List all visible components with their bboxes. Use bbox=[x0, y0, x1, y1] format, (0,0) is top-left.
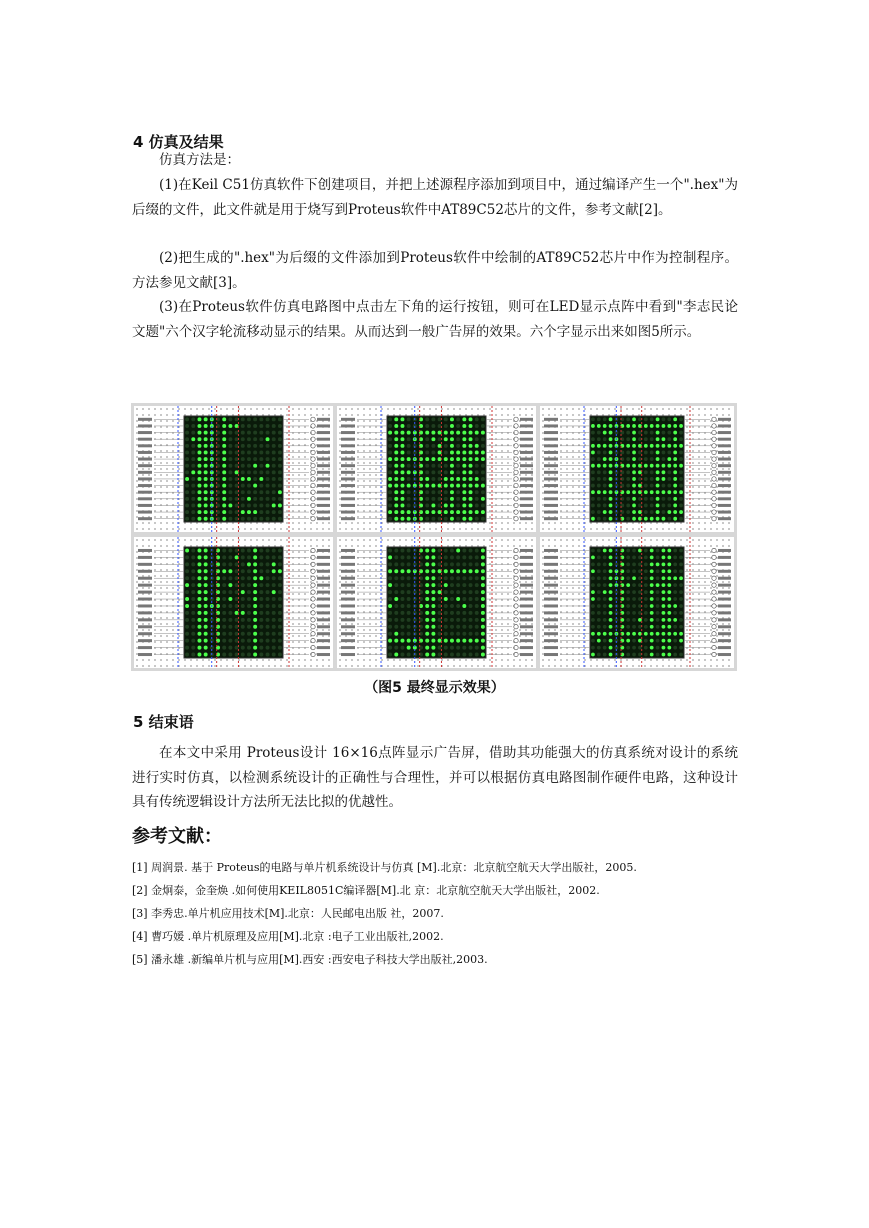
conclusion-paragraph: 在本文中采用 Proteus设计 16×16点阵显示广告屏，借助其功能强大的仿真系统对设计的系统进行实时仿真，以检测系统设计的正确性与合理性，并可以根据仿真电路图制作硬件电路，这种设计具有传统逻辑设计方法所无法比拟的优越性。 bbox=[132, 745, 738, 810]
step-3-paragraph: (3)在Proteus软件仿真电路图中点击左下角的运行按钮，则可在LED显示点阵中看到"李志民论文题"六个汉字轮流移动显示的结果。从而达到一般广告屏的效果。六个字显示出来如图5所示。 bbox=[132, 299, 738, 340]
led-matrix-graphic bbox=[134, 406, 333, 532]
led-matrix-panel-3 bbox=[540, 406, 734, 532]
section-4-heading: 4 仿真及结果 bbox=[133, 133, 224, 151]
figure-5-led-matrix-screenshots bbox=[131, 403, 737, 671]
led-matrix-panel-2 bbox=[337, 406, 536, 532]
references-heading: 参考文献： bbox=[132, 826, 222, 847]
led-matrix-graphic bbox=[337, 537, 536, 668]
step-1-paragraph: (1)在Keil C51仿真软件下创建项目，并把上述源程序添加到项目中，通过编译产生一个".hex"为后缀的文件，此文件就是用于烧写到Proteus软件中AT89C52芯片的文件，参考文献[2]。 bbox=[132, 177, 738, 218]
led-matrix-graphic bbox=[540, 406, 734, 532]
led-matrix-graphic bbox=[134, 537, 333, 668]
reference-item: [4] 曹巧媛 .单片机原理及应用[M].北京 :电子工业出版社,2002. bbox=[132, 930, 444, 943]
led-matrix-panel-6 bbox=[540, 537, 734, 668]
reference-item: [3] 李秀忠.单片机应用技术[M].北京：人民邮电出版 社，2007. bbox=[132, 907, 444, 920]
reference-item: [2] 金炯泰，金奎焕 .如何使用KEIL8051C编译器[M].北 京：北京航空航天大学出版社，2002. bbox=[132, 884, 600, 897]
led-matrix-graphic bbox=[337, 406, 536, 532]
led-matrix-panel-5 bbox=[337, 537, 536, 668]
intro-paragraph: 仿真方法是： bbox=[159, 152, 240, 168]
led-matrix-graphic bbox=[540, 537, 734, 668]
step-2-paragraph: (2)把生成的".hex"为后缀的文件添加到Proteus软件中绘制的AT89C52芯片中作为控制程序。方法参见文献[3]。 bbox=[132, 250, 738, 291]
section-5-heading: 5 结束语 bbox=[133, 713, 194, 731]
led-matrix-panel-4 bbox=[134, 537, 333, 668]
led-matrix-panel-1 bbox=[134, 406, 333, 532]
reference-item: [1] 周润景. 基于 Proteus的电路与单片机系统设计与仿真 [M].北京：北京航空航天大学出版社，2005. bbox=[132, 861, 637, 874]
references-list bbox=[132, 856, 637, 971]
reference-item: [5] 潘永雄 .新编单片机与应用[M].西安 :西安电子科技大学出版社,2003. bbox=[132, 953, 488, 966]
figure-caption: （图5 最终显示效果） bbox=[364, 680, 505, 696]
